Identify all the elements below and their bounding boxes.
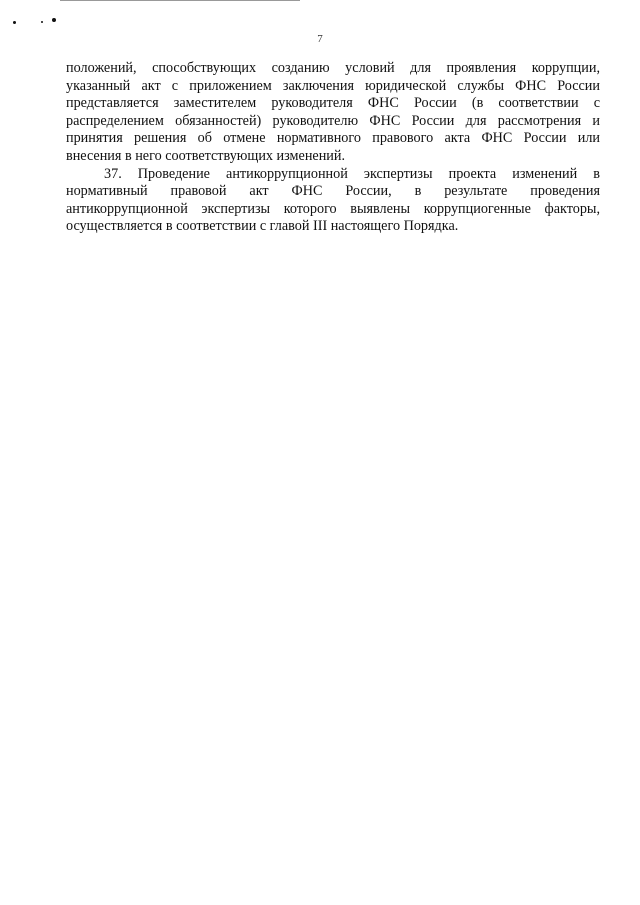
text-line: осуществляется в соответствии с главой III настоящего Порядка. <box>66 218 459 235</box>
scan-speck <box>13 21 16 24</box>
scan-edge-line <box>60 0 300 1</box>
text-line: распределением обязанностей) руководителю ФНС России для рассмотрения и <box>66 112 600 129</box>
text-line: представляется заместителем руководителя ФНС России (в соответствии с <box>66 95 600 112</box>
clause-37-paragraph <box>66 166 600 236</box>
scan-speck <box>52 18 56 22</box>
text-line: нормативный правовой акт ФНС России, в результате проведения <box>66 183 600 200</box>
text-line: внесения в него соответствующих изменений. <box>66 147 346 164</box>
text-line: 37. Проведение антикоррупционной экспертизы проекта изменений в <box>104 165 600 182</box>
document-body <box>66 60 600 236</box>
text-line: антикоррупционной экспертизы которого выявлены коррупциогенные факторы, <box>66 200 600 217</box>
text-line: положений, способствующих созданию условий для проявления коррупции, <box>66 60 600 76</box>
page-number: 7 <box>317 33 323 45</box>
text-line: принятия решения об отмене нормативного правового акта ФНС России или <box>66 130 600 147</box>
continuation-paragraph <box>66 60 600 166</box>
scan-speck <box>41 21 43 23</box>
text-line: указанный акт с приложением заключения юридической службы ФНС России <box>66 77 600 94</box>
